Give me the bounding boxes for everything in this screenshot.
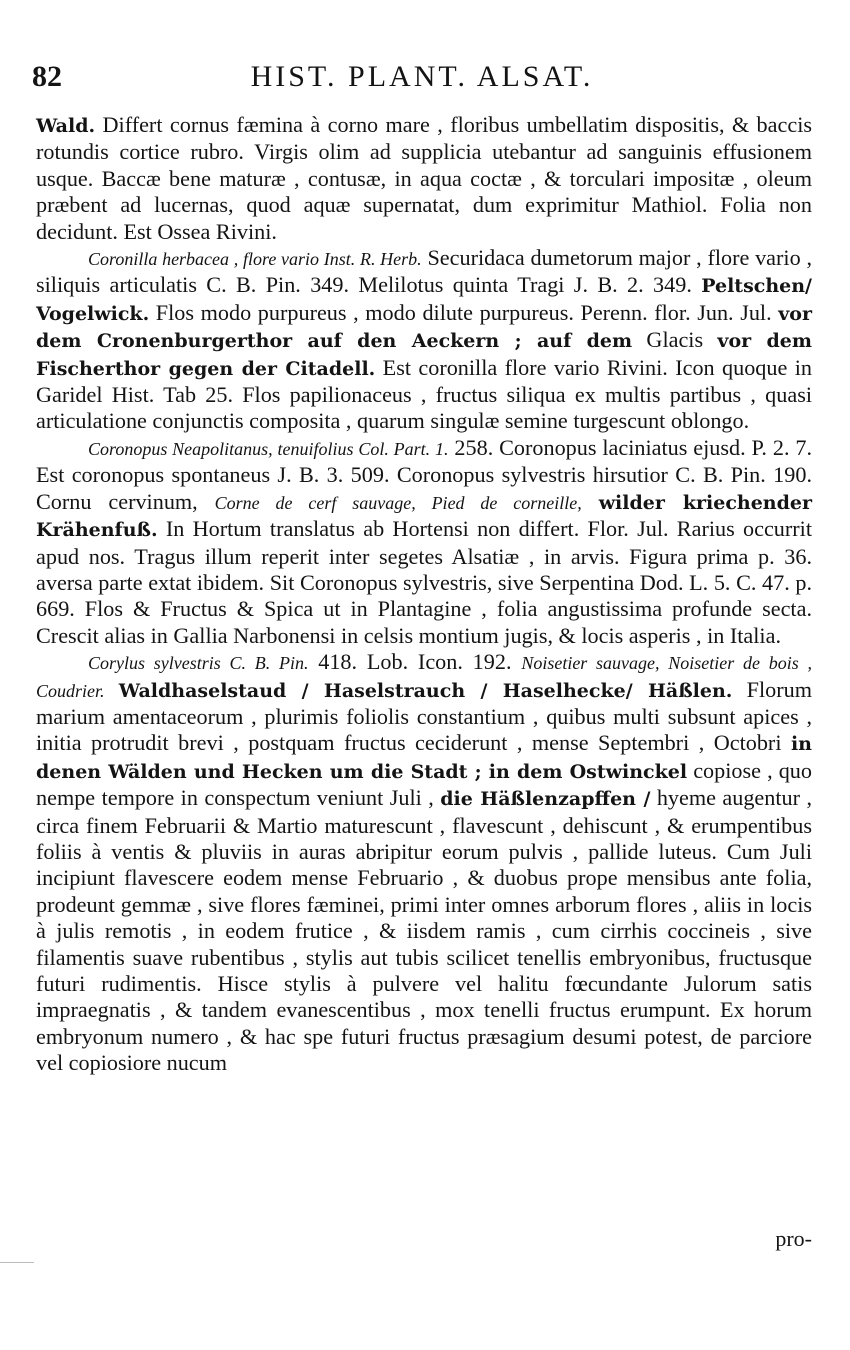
text-run <box>105 677 119 702</box>
vernacular-name: die Häßlenzapffen / <box>440 788 651 811</box>
vernacular-name: vor dem Fischerthor gegen der Citadell. <box>36 330 812 380</box>
italic-phrase: Coronopus Neapolitanus, tenuifolius Col. Part. 1. <box>88 438 449 459</box>
text-run: Flos modo purpureus , modo dilute purpureus. Perenn. flor. Jun. Jul. <box>149 299 779 325</box>
paragraph <box>36 245 812 435</box>
italic-phrase: Coronilla herbacea , flore vario Inst. R. Herb. <box>88 249 422 270</box>
text-run: 418. Lob. Icon. 192. <box>308 649 522 675</box>
vernacular-name: Waldhaselstaud / Haselstrauch / Haselhecke/ Häßlen. <box>118 679 733 702</box>
text-run: In Hortum translatus ab Hortensi non differt. Flor. Jul. Rarius occurrit apud nos. Tragus illum reperit inter segetes Alsatiæ , in arvis. Figura prima p. 36. aversa parte extat ibidem. Sit Coronopus sylvestris, sive Serpentina Dod. L. 5. C. 47. p. 669. Flos & Fructus & Spica ut in Plantagine , folia angustissima profunde secta. Crescit alias in Gallia Narbonensi in celsis montium jugis, & locis asperis , in Italia. <box>36 516 812 648</box>
vernacular-name: Wald. <box>36 115 96 137</box>
paragraph <box>36 435 812 649</box>
margin-mark <box>0 1262 34 1263</box>
paragraph <box>36 112 812 245</box>
text-run: Glacis <box>632 327 718 353</box>
text-run: Est coronilla flore vario Rivini. Icon quoque in Garidel Hist. Tab 25. Flos papilionaceus , fructus siliqua ex multis partibus , quasi articulatione conjunctis composita , quarum singulæ semine turgescunt oblongo. <box>36 354 812 434</box>
text-run: hyeme augentur , circa finem Februarii & Martio maturescunt , flavescunt , dehiscunt , & erumpentibus foliis à ventis & pluviis in auras abripitur eorum pulvis , pallide luteus. Cum Juli incipiunt flavescere eodem mense Februario , & duobus prope mensibus ante folia, prodeunt gemmæ , sive flores fæminei, primi inter omnes arborum flores , aliis in locis à julis remotis , in eodem frutice , & iisdem ramis , cum cirrhis coccineis , sive filamentis suave rubentibus , stylis aut tubis scilicet tenellis embryonibus, fructusque futuri rudimentis. Hisce stylis à pulvere vel halitu fœcundante Julorum satis impraegnatis , & tandem evanescentibus , mox tenelli fructus erumpunt. Ex horum embryonum numero , & hac spe futuri fructus præsagium desumi potest, de parciore vel copiosiore nucum <box>36 785 812 1076</box>
text-run <box>582 489 599 514</box>
text-run: Differt cornus fæmina à corno mare , floribus umbellatim dispositis, & baccis rotundis cortice rubro. Virgis olim ad supplicia utebantur ad sanguinis effusionem usque. Baccæ bene maturæ , contusæ, in aqua coctæ , & torculari impositæ , oleum præbent ad lucernas, quod aquæ supernatat, dum exprimitur Mathiol. Folia non decidunt. Est Ossea Rivini. <box>36 112 812 244</box>
vernacular-name: Peltschen/ Vogelwick. <box>36 275 812 325</box>
paragraph <box>36 649 812 1077</box>
vernacular-name: wilder kriechender Krähenfuß. <box>36 491 812 542</box>
vernacular-name: vor dem Cronenburgerthor auf den Aeckern ; auf dem <box>36 302 812 353</box>
body-text <box>36 112 812 1077</box>
vernacular-name: in denen Wälden und Hecken um die Stadt ; in dem Ostwinckel <box>36 733 812 783</box>
running-title: HIST. PLANT. ALSAT. <box>250 60 594 93</box>
text-run: copiose , quo nempe tempore in conspectum veniunt Juli , <box>36 757 812 811</box>
italic-phrase: Corylus sylvestris C. B. Pin. <box>88 653 309 674</box>
page-header <box>32 58 812 98</box>
italic-phrase: Noisetier sauvage, Noisetier de bois , Coudrier. <box>36 653 812 701</box>
text-run: 258. Coronopus laciniatus ejusd. P. 2. 7. Est coronopus spontaneus J. B. 3. 509. Coronopus sylvestris hirsutior C. B. Pin. 190. Cornu cervinum, <box>36 434 813 514</box>
catchword: pro- <box>775 1226 812 1251</box>
text-run: Florum marium amentaceorum , plurimis foliolis constantium , quibus multi subsunt apices , initia protrudit brevi , postquam fructus ceciderunt , mense Septembri , Octobri <box>36 676 812 756</box>
text-run: Securidaca dumetorum major , flore vario , siliquis articulatis C. B. Pin. 349. Melilotus quinta Tragi J. B. 2. 349. <box>36 245 812 298</box>
italic-phrase: Corne de cerf sauvage, Pied de corneille, <box>214 492 582 513</box>
page-number: 82 <box>32 60 62 93</box>
